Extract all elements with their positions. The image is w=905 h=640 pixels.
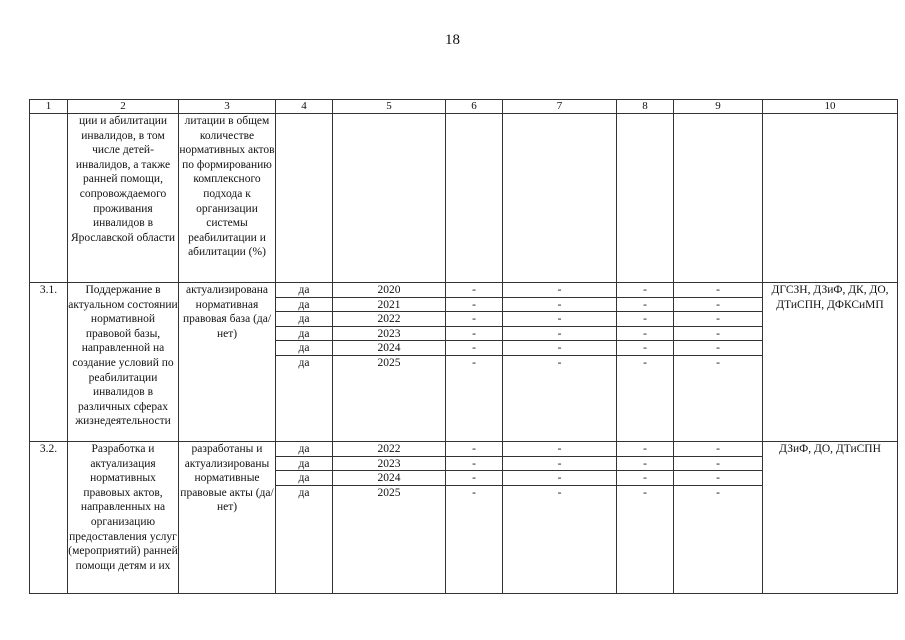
sub-cell-val: да bbox=[276, 327, 332, 342]
sub-cell-c7: - bbox=[557, 356, 562, 369]
sub-cell-year: 2024 bbox=[333, 341, 445, 356]
row-number: 3.2. bbox=[30, 442, 68, 594]
indicator-name: разработаны и актуализированы нормативные правовые акты (да/нет) bbox=[179, 442, 276, 594]
header-cell-8: 8 bbox=[617, 100, 674, 114]
sub-cell-c7: - bbox=[503, 471, 616, 486]
sub-cell-c7: - bbox=[503, 442, 616, 457]
continuation-indicator: литации в общем количестве нормативных актов по формированию комплексного подхода к организации системы реабилитации и абилитации (%) bbox=[179, 114, 276, 283]
sub-cell-c6: - bbox=[446, 312, 502, 327]
funding-col-6 bbox=[446, 283, 503, 442]
sub-cell-c6: - bbox=[446, 341, 502, 356]
header-cell-2: 2 bbox=[68, 100, 179, 114]
sub-cell-c9: - bbox=[674, 341, 762, 356]
indicator-values bbox=[276, 442, 333, 594]
sub-cell-c8: - bbox=[643, 486, 647, 499]
indicator-values bbox=[276, 283, 333, 442]
continuation-row bbox=[30, 114, 898, 283]
sub-cell-c6: - bbox=[446, 327, 502, 342]
sub-cell-c8: - bbox=[643, 356, 647, 369]
funding-col-9 bbox=[674, 442, 763, 594]
header-cell-6: 6 bbox=[446, 100, 503, 114]
sub-cell-c6: - bbox=[446, 283, 502, 298]
sub-cell-c9: - bbox=[674, 312, 762, 327]
executors: ДГСЗН, ДЗиФ, ДК, ДО, ДТиСПН, ДФКСиМП bbox=[763, 283, 898, 442]
funding-col-7 bbox=[503, 442, 617, 594]
funding-col-6 bbox=[446, 442, 503, 594]
sub-cell-c9: - bbox=[674, 471, 762, 486]
sub-cell-c8: - bbox=[617, 298, 673, 313]
sub-cell-c8: - bbox=[617, 283, 673, 298]
header-cell-10: 10 bbox=[763, 100, 898, 114]
sub-cell-c8: - bbox=[617, 312, 673, 327]
header-cell-1: 1 bbox=[30, 100, 68, 114]
years bbox=[333, 283, 446, 442]
sub-cell-year: 2023 bbox=[333, 457, 445, 472]
years bbox=[333, 442, 446, 594]
sub-cell-val: да bbox=[276, 442, 332, 457]
page-number: 18 bbox=[445, 32, 460, 48]
continuation-name: ции и абилитации инвалидов, в том числе детей-инвалидов, а также ранней помощи, сопровождаемого проживания инвалидов в Ярославской области bbox=[68, 114, 179, 283]
funding-col-9 bbox=[674, 283, 763, 442]
sub-cell-val: да bbox=[276, 298, 332, 313]
sub-cell-c6: - bbox=[446, 471, 502, 486]
sub-cell-c7: - bbox=[503, 298, 616, 313]
sub-cell-val: да bbox=[276, 457, 332, 472]
sub-cell-c6: - bbox=[472, 356, 476, 369]
sub-cell-val: да bbox=[298, 356, 310, 369]
sub-cell-c8: - bbox=[617, 442, 673, 457]
sub-cell-c7: - bbox=[503, 312, 616, 327]
sub-cell-year: 2020 bbox=[333, 283, 445, 298]
sub-cell-c9: - bbox=[674, 298, 762, 313]
sub-cell-c7: - bbox=[503, 457, 616, 472]
funding-col-8 bbox=[617, 442, 674, 594]
activity-name: Поддержание в актуальном состоянии нормативной правовой базы, направленной на создание условий по реабилитации инвалидов в различных сферах жизнедеятельности bbox=[68, 283, 179, 442]
funding-col-7 bbox=[503, 283, 617, 442]
header-cell-9: 9 bbox=[674, 100, 763, 114]
sub-cell-year: 2022 bbox=[333, 442, 445, 457]
sub-cell-c8: - bbox=[617, 471, 673, 486]
sub-cell-c8: - bbox=[617, 341, 673, 356]
header-cell-4: 4 bbox=[276, 100, 333, 114]
sub-cell-c9: - bbox=[674, 442, 762, 457]
sub-cell-val: да bbox=[276, 471, 332, 486]
sub-cell-c6: - bbox=[472, 486, 476, 499]
header-cell-7: 7 bbox=[503, 100, 617, 114]
sub-cell-year: 2024 bbox=[333, 471, 445, 486]
sub-cell-c7: - bbox=[503, 341, 616, 356]
sub-cell-val: да bbox=[276, 341, 332, 356]
table-row bbox=[30, 442, 898, 594]
sub-cell-c8: - bbox=[617, 327, 673, 342]
sub-cell-c6: - bbox=[446, 457, 502, 472]
activities-table bbox=[29, 99, 898, 594]
sub-cell-c9: - bbox=[674, 457, 762, 472]
sub-cell-c8: - bbox=[617, 457, 673, 472]
sub-cell-val: да bbox=[276, 283, 332, 298]
sub-cell-year: 2022 bbox=[333, 312, 445, 327]
sub-cell-c7: - bbox=[557, 486, 562, 499]
row-number: 3.1. bbox=[30, 283, 68, 442]
sub-cell-year: 2021 bbox=[333, 298, 445, 313]
sub-cell-c9: - bbox=[674, 283, 762, 298]
sub-cell-val: да bbox=[298, 486, 310, 499]
sub-cell-val: да bbox=[276, 312, 332, 327]
sub-cell-year: 2025 bbox=[377, 356, 401, 369]
sub-cell-c6: - bbox=[446, 298, 502, 313]
activity-name: Разработка и актуализация нормативных правовых актов, направленных на организацию предоставления услуг (мероприятий) ранней помощи детям и их bbox=[68, 442, 179, 594]
sub-cell-c6: - bbox=[446, 442, 502, 457]
executors: ДЗиФ, ДО, ДТиСПН bbox=[763, 442, 898, 594]
sub-cell-c9: - bbox=[716, 356, 720, 369]
header-cell-5: 5 bbox=[333, 100, 446, 114]
indicator-name: актуализирована нормативная правовая база (да/нет) bbox=[179, 283, 276, 442]
sub-cell-c7: - bbox=[503, 283, 616, 298]
header-row bbox=[30, 100, 898, 114]
sub-cell-year: 2025 bbox=[377, 486, 401, 499]
sub-cell-c9: - bbox=[674, 327, 762, 342]
sub-cell-c9: - bbox=[716, 486, 720, 499]
table-row bbox=[30, 283, 898, 442]
sub-cell-year: 2023 bbox=[333, 327, 445, 342]
sub-cell-c7: - bbox=[503, 327, 616, 342]
funding-col-8 bbox=[617, 283, 674, 442]
header-cell-3: 3 bbox=[179, 100, 276, 114]
